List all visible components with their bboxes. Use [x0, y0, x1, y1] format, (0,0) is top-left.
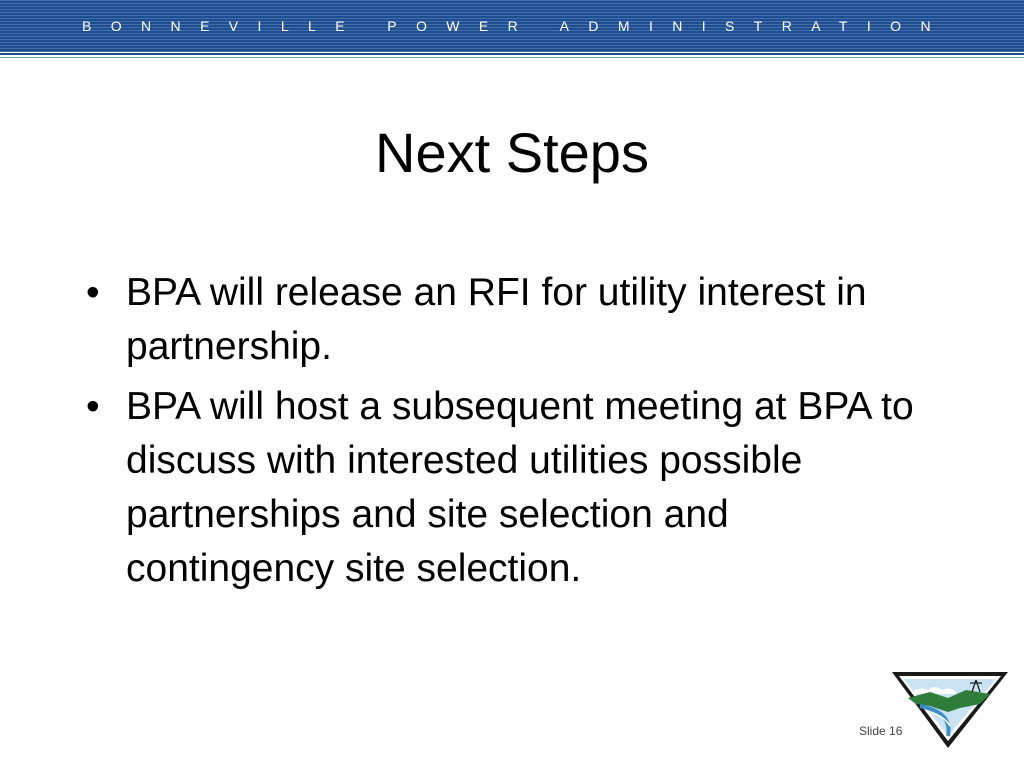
- header-banner: [0, 0, 1024, 52]
- bullet-icon: •: [86, 271, 100, 314]
- header-divider: [0, 53, 1024, 55]
- banner-title: BONNEVILLE POWER ADMINISTRATION: [82, 18, 950, 34]
- bullet-item: [86, 266, 946, 374]
- bpa-logo-icon: [890, 668, 1010, 752]
- bullet-icon: •: [86, 385, 100, 428]
- bullet-text: BPA will host a subsequent meeting at BPA to discuss with interested utilities possible partnerships and site selection and contingency site selection.: [126, 385, 914, 590]
- slide-title: Next Steps: [375, 121, 649, 184]
- bullet-list: [86, 266, 946, 602]
- header-accent-line: [0, 57, 1024, 58]
- bullet-item: [86, 380, 946, 596]
- bullet-text: BPA will release an RFI for utility interest in partnership.: [126, 271, 867, 368]
- slide-number: Slide 16: [859, 724, 903, 738]
